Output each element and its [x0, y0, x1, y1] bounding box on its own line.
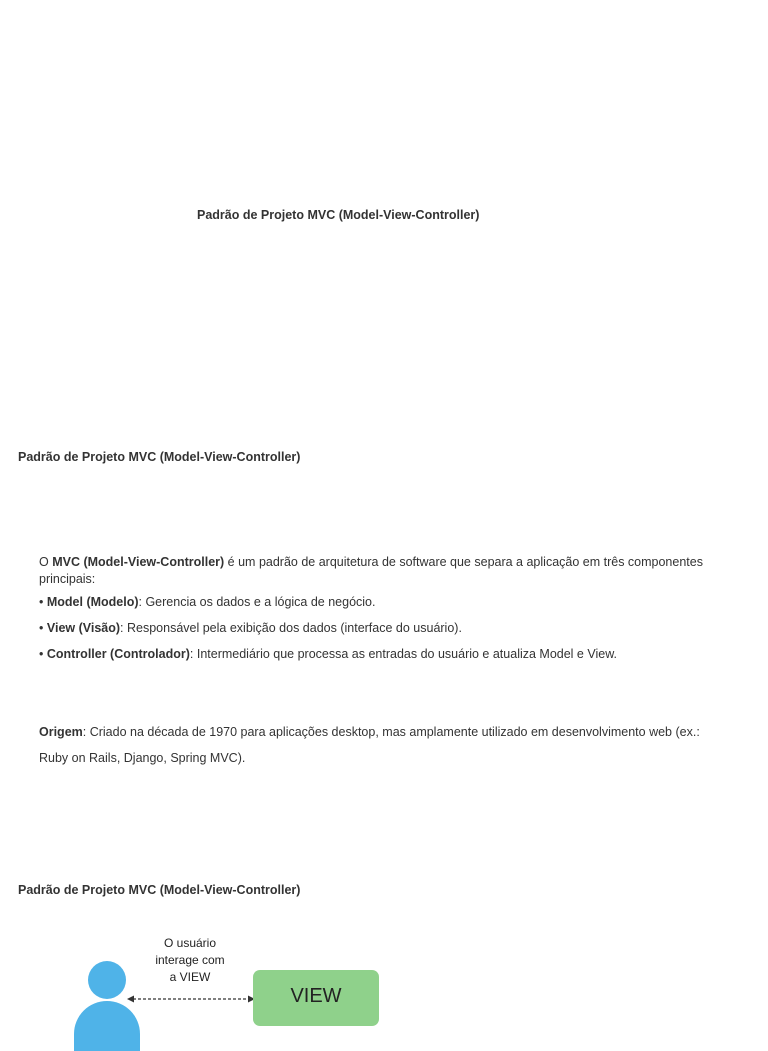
intro-bold: MVC (Model-View-Controller): [52, 555, 225, 569]
bullet-marker: •: [39, 647, 47, 661]
origin-line-1: [39, 724, 739, 741]
bullet-model-bold: Model (Modelo): [46, 595, 139, 609]
bullet-controller: [39, 646, 617, 663]
mvc-intro-paragraph: [39, 554, 739, 588]
bullet-view: [39, 620, 462, 637]
bullet-view-text: : Responsável pela exibição dos dados (interface do usuário).: [120, 621, 462, 635]
bullet-marker: •: [39, 595, 47, 609]
bullet-view-bold: View (Visão): [46, 621, 121, 635]
origin-line-2: Ruby on Rails, Django, Spring MVC).: [39, 751, 246, 765]
caption-line: a VIEW: [169, 970, 211, 984]
user-icon: [88, 961, 126, 999]
origin-bold: Origem: [39, 725, 83, 739]
slide2-title: Padrão de Projeto MVC (Model-View-Controller): [18, 450, 301, 464]
cover-title: Padrão de Projeto MVC (Model-View-Controller): [197, 208, 480, 222]
bullet-controller-text: : Intermediário que processa as entradas do usuário e atualiza Model e View.: [189, 647, 618, 661]
view-box: [253, 970, 379, 1026]
bullet-marker: •: [39, 621, 47, 635]
slide3-title: Padrão de Projeto MVC (Model-View-Controller): [18, 883, 301, 897]
caption-line: O usuário: [163, 936, 217, 950]
double-arrow-icon: [126, 992, 256, 1006]
view-label: VIEW: [290, 985, 342, 1007]
origin-rest: : Criado na década de 1970 para aplicações desktop, mas amplamente utilizado em desenvolvimento web (ex.:: [82, 725, 700, 739]
diagram-caption: [140, 935, 240, 986]
intro-rest: é um padrão de arquitetura de software que separa a aplicação em três componentes principais:: [39, 555, 703, 586]
user-body-icon: [74, 1001, 140, 1051]
intro-prefix: O: [39, 555, 53, 569]
bullet-model: [39, 594, 375, 611]
caption-line: interage com: [155, 953, 225, 967]
bullet-model-text: : Gerencia os dados e a lógica de negócio.: [138, 595, 376, 609]
bullet-controller-bold: Controller (Controlador): [46, 647, 190, 661]
